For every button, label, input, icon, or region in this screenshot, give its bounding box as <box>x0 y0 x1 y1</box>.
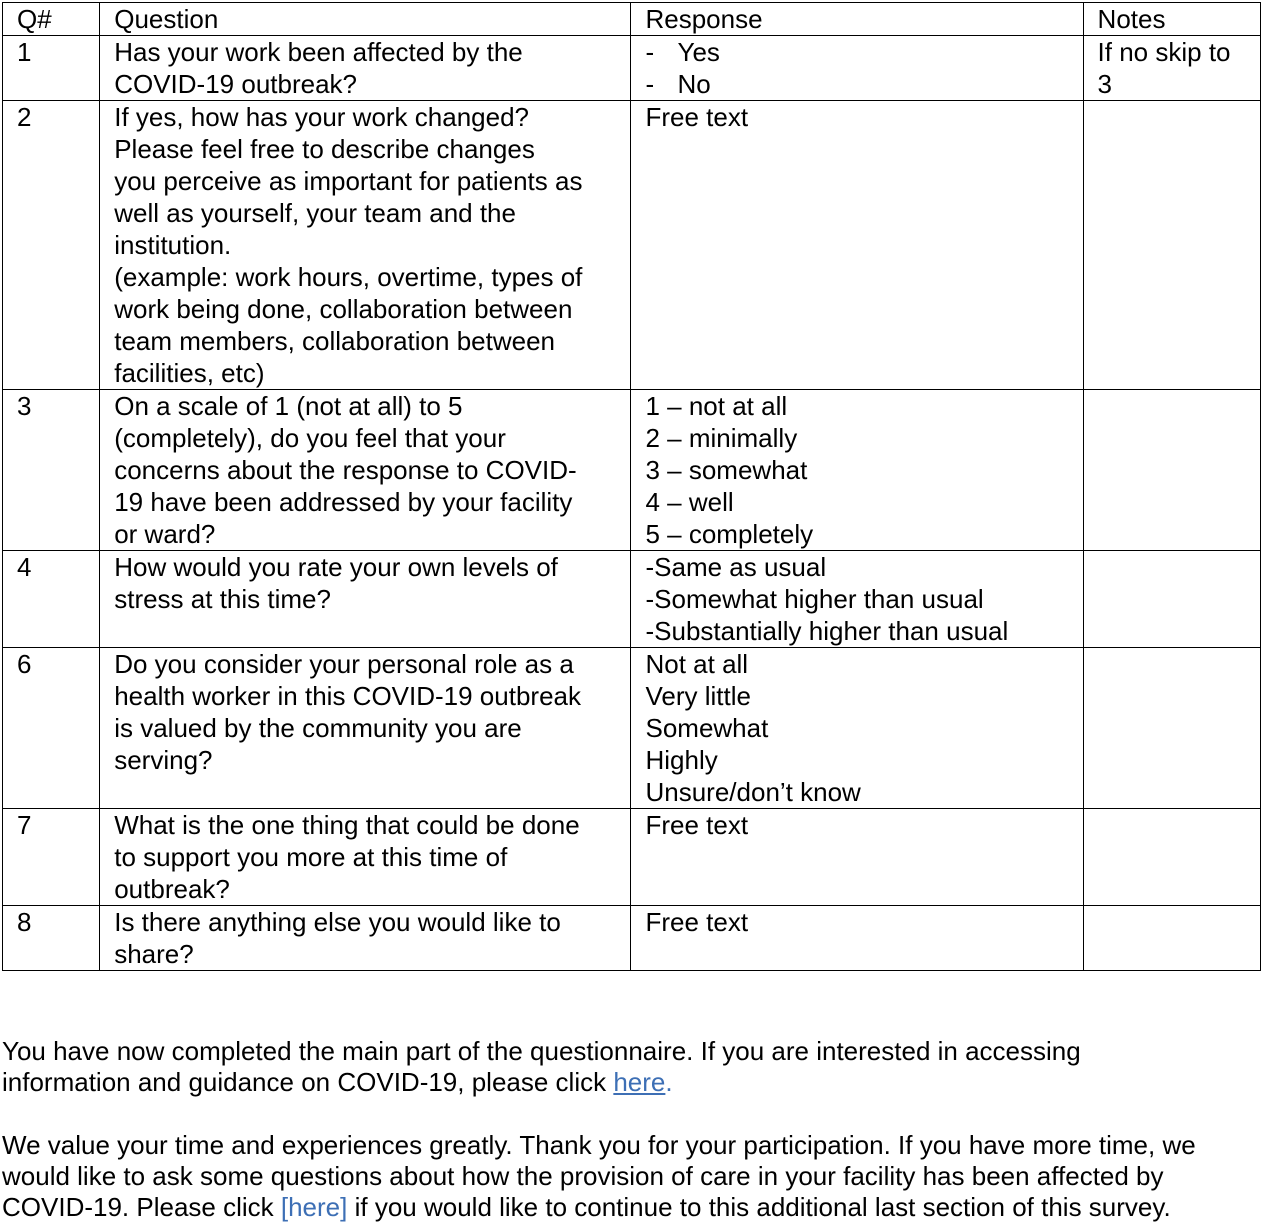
question-number: 1 <box>3 36 100 101</box>
completion-line: You have now completed the main part of the questionnaire. If you are interested in accessing <box>2 1036 1081 1066</box>
response-option <box>645 68 1076 100</box>
response-option: Free text <box>645 810 749 840</box>
notes <box>1083 648 1260 809</box>
question-number: 8 <box>3 906 100 971</box>
notes <box>1083 906 1260 971</box>
question-line: you perceive as important for patients as <box>114 166 583 196</box>
response-options <box>631 101 1083 390</box>
header-qnum: Q# <box>3 3 100 36</box>
question-line: If yes, how has your work changed? <box>114 102 529 132</box>
continue-survey-link[interactable]: [here] <box>280 1192 348 1222</box>
header-response: Response <box>631 3 1083 36</box>
question-line: institution. <box>114 230 232 260</box>
question-text <box>100 101 631 390</box>
notes-line: If no skip to <box>1097 37 1231 67</box>
response-options <box>631 390 1083 551</box>
question-line: concerns about the response to COVID- <box>114 455 577 485</box>
question-text <box>100 809 631 906</box>
question-number: 6 <box>3 648 100 809</box>
notes <box>1083 390 1260 551</box>
completion-paragraph <box>2 1036 1280 1098</box>
question-line: is valued by the community you are <box>114 713 522 743</box>
question-line: 19 have been addressed by your facility <box>114 487 573 517</box>
notes-line: 3 <box>1097 69 1113 99</box>
completion-line <box>2 1067 1280 1098</box>
question-line: (example: work hours, overtime, types of <box>114 262 583 292</box>
header-question: Question <box>100 3 631 36</box>
table-row <box>3 906 1261 971</box>
response-options <box>631 906 1083 971</box>
response-option: Highly <box>645 745 718 775</box>
question-line: Do you consider your personal role as a <box>114 649 574 679</box>
question-number: 7 <box>3 809 100 906</box>
question-number: 2 <box>3 101 100 390</box>
table-row <box>3 390 1261 551</box>
notes <box>1083 551 1260 648</box>
table-row <box>3 551 1261 648</box>
question-line: outbreak? <box>114 874 230 904</box>
question-line: On a scale of 1 (not at all) to 5 <box>114 391 463 421</box>
question-line: Is there anything else you would like to <box>114 907 561 937</box>
header-row <box>3 3 1261 36</box>
question-number: 4 <box>3 551 100 648</box>
guidance-link-period: . <box>665 1067 673 1097</box>
question-line: share? <box>114 939 194 969</box>
question-line: COVID-19 outbreak? <box>114 69 358 99</box>
notes <box>1083 101 1260 390</box>
response-option: 1 – not at all <box>645 391 788 421</box>
notes <box>1083 809 1260 906</box>
question-text <box>100 390 631 551</box>
question-line: work being done, collaboration between <box>114 294 573 324</box>
header-notes: Notes <box>1083 3 1260 36</box>
question-line: (completely), do you feel that your <box>114 423 506 453</box>
question-text <box>100 906 631 971</box>
response-option: Somewhat <box>645 713 769 743</box>
table-row <box>3 36 1261 101</box>
notes <box>1083 36 1260 101</box>
question-text <box>100 648 631 809</box>
thank-you-text: if you would like to continue to this additional last section of this survey. <box>347 1192 1171 1222</box>
question-line: to support you more at this time of <box>114 842 508 872</box>
response-option: -Substantially higher than usual <box>645 616 1009 646</box>
response-option: 4 – well <box>645 487 734 517</box>
response-option: -Somewhat higher than usual <box>645 584 984 614</box>
response-option: Free text <box>645 907 749 937</box>
table-row <box>3 101 1261 390</box>
question-line: What is the one thing that could be done <box>114 810 580 840</box>
thank-you-line: would like to ask some questions about how the provision of care in your facility has been affected by <box>2 1161 1164 1191</box>
question-line: Please feel free to describe changes <box>114 134 535 164</box>
thank-you-paragraph <box>2 1130 1280 1223</box>
response-option: -Same as usual <box>645 552 827 582</box>
question-line: team members, collaboration between <box>114 326 555 356</box>
question-line: Has your work been affected by the <box>114 37 523 67</box>
thank-you-text: COVID-19. Please click <box>2 1192 281 1222</box>
response-option-label: Yes <box>677 37 720 67</box>
thank-you-line <box>2 1192 1280 1223</box>
completion-text: information and guidance on COVID-19, please click <box>2 1067 614 1097</box>
response-option: Unsure/don’t know <box>645 777 861 807</box>
question-line: facilities, etc) <box>114 358 265 388</box>
response-option: 5 – completely <box>645 519 814 549</box>
dash-bullet: - <box>645 69 655 99</box>
table-row <box>3 809 1261 906</box>
table-row <box>3 648 1261 809</box>
response-option: Free text <box>645 102 749 132</box>
question-line: or ward? <box>114 519 216 549</box>
question-number: 3 <box>3 390 100 551</box>
response-option: 2 – minimally <box>645 423 798 453</box>
response-option: Not at all <box>645 649 749 679</box>
survey-table <box>2 2 1261 971</box>
question-line: health worker in this COVID-19 outbreak <box>114 681 581 711</box>
question-line: stress at this time? <box>114 584 331 614</box>
guidance-link[interactable]: here <box>613 1067 666 1097</box>
dash-bullet: - <box>645 37 655 67</box>
response-option <box>645 36 1076 68</box>
question-text <box>100 36 631 101</box>
response-option-label: No <box>677 69 711 99</box>
question-line: How would you rate your own levels of <box>114 552 558 582</box>
response-options <box>631 648 1083 809</box>
response-option: Very little <box>645 681 751 711</box>
question-text <box>100 551 631 648</box>
question-line: well as yourself, your team and the <box>114 198 516 228</box>
response-options <box>631 36 1083 101</box>
response-options <box>631 809 1083 906</box>
question-line: serving? <box>114 745 213 775</box>
response-options <box>631 551 1083 648</box>
response-option: 3 – somewhat <box>645 455 808 485</box>
thank-you-line: We value your time and experiences greatly. Thank you for your participation. If you have more time, we <box>2 1130 1196 1160</box>
